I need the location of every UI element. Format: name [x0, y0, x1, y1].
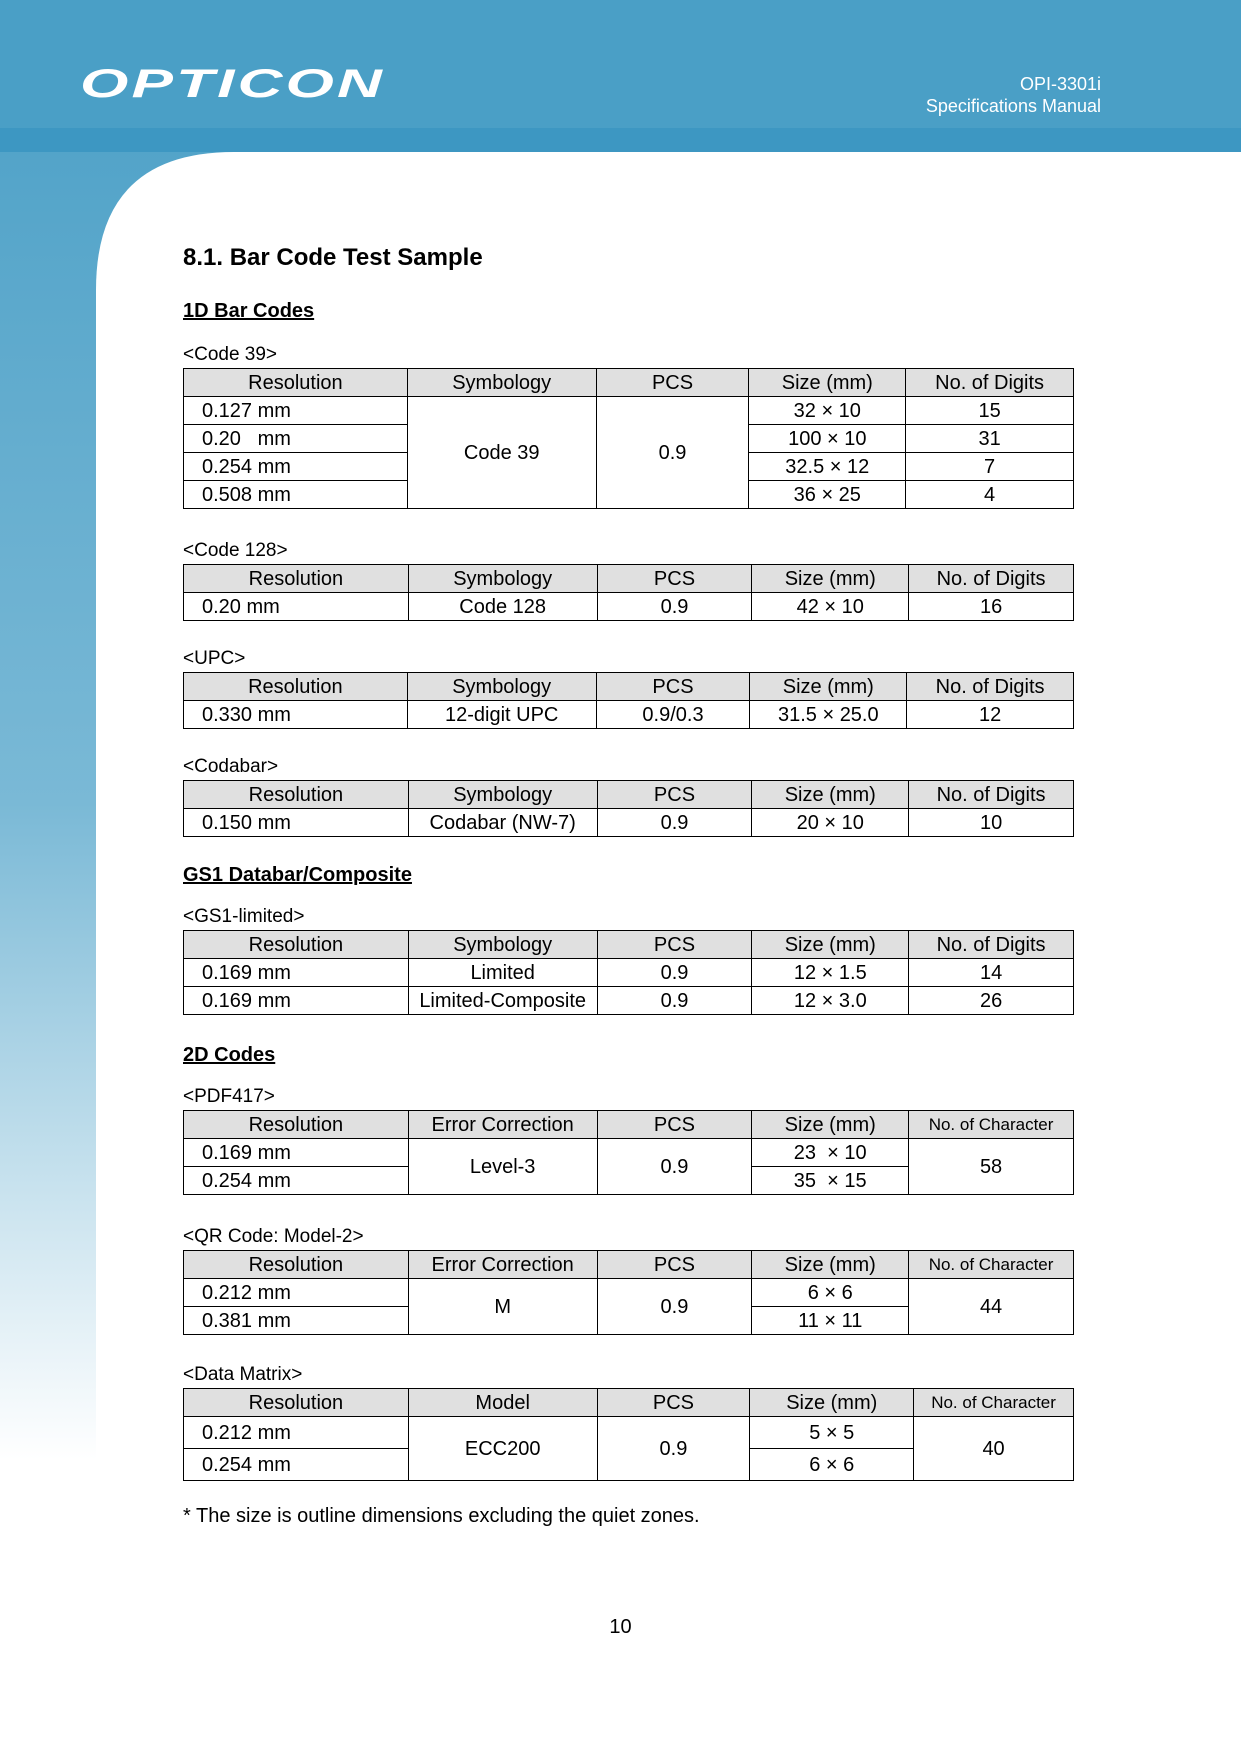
header-row — [184, 1389, 1074, 1417]
table-gs1-limited — [183, 930, 1074, 1015]
col-header: Size (mm) — [749, 369, 906, 397]
subhead-2d: 2D Codes — [183, 1044, 276, 1066]
col-header: PCS — [597, 1111, 752, 1139]
col-header: Size (mm) — [752, 1111, 909, 1139]
table-qr — [183, 1250, 1074, 1335]
cell-pcs: 0.9 — [597, 593, 752, 621]
cell-resolution: 0.169 mm — [184, 1139, 409, 1167]
col-header: Resolution — [184, 781, 409, 809]
caption-gs1-limited: <GS1-limited> — [183, 906, 305, 927]
cell-size: 20 × 10 — [752, 809, 909, 837]
header-row — [184, 369, 1074, 397]
cell-symbology: Code 39 — [407, 397, 596, 509]
cell-resolution: 0.254 mm — [184, 1449, 409, 1481]
doc-title: Specifications Manual — [925, 96, 1101, 116]
cell-size: 12 × 3.0 — [752, 987, 909, 1015]
cell-symbology: 12-digit UPC — [407, 701, 596, 729]
table-row — [184, 1279, 1074, 1307]
cell-pcs: 0.9 — [597, 809, 752, 837]
table-pdf417 — [183, 1110, 1074, 1195]
cell-resolution: 0.169 mm — [184, 959, 409, 987]
cell-pcs: 0.9 — [596, 397, 749, 509]
table-code39 — [183, 368, 1074, 509]
cell-resolution: 0.169 mm — [184, 987, 409, 1015]
col-header: Size (mm) — [750, 673, 907, 701]
col-header: Size (mm) — [752, 781, 909, 809]
cell-size: 23 × 10 — [752, 1139, 909, 1167]
header-row — [184, 1111, 1074, 1139]
section-title: 8.1. Bar Code Test Sample — [183, 244, 483, 271]
cell-digits: 10 — [909, 809, 1074, 837]
cell-size: 31.5 × 25.0 — [750, 701, 907, 729]
document-meta — [926, 73, 1101, 117]
cell-digits: 26 — [909, 987, 1074, 1015]
cell-pcs: 0.9 — [597, 987, 752, 1015]
cell-size: 6 × 6 — [752, 1279, 909, 1307]
cell-size: 32 × 10 — [749, 397, 906, 425]
cell-size: 11 × 11 — [752, 1307, 909, 1335]
col-header: Symbology — [407, 673, 596, 701]
table-row — [184, 701, 1074, 729]
table-datamatrix — [183, 1388, 1074, 1481]
cell-size: 100 × 10 — [749, 425, 906, 453]
doc-id: OPI-3301i — [1019, 74, 1101, 94]
col-header: Model — [408, 1389, 597, 1417]
cell-pcs: 0.9 — [597, 1139, 752, 1195]
cell-pcs: 0.9 — [597, 1417, 750, 1481]
col-header: Resolution — [184, 1251, 409, 1279]
header-row — [184, 781, 1074, 809]
cell-resolution: 0.254 mm — [184, 1167, 409, 1195]
cell-characters: 44 — [909, 1279, 1074, 1335]
header-row — [184, 565, 1074, 593]
col-header: Error Correction — [408, 1251, 597, 1279]
table-row — [184, 809, 1074, 837]
col-header: PCS — [597, 1389, 750, 1417]
col-header: Size (mm) — [752, 1251, 909, 1279]
cell-size: 42 × 10 — [752, 593, 909, 621]
cell-resolution: 0.508 mm — [184, 481, 408, 509]
subhead-gs1: GS1 Databar/Composite — [183, 864, 412, 886]
col-header: No. of Digits — [909, 781, 1074, 809]
cell-resolution: 0.212 mm — [184, 1279, 409, 1307]
cell-pcs: 0.9 — [597, 959, 752, 987]
col-header: PCS — [597, 781, 752, 809]
cell-model: ECC200 — [408, 1417, 597, 1481]
table-row — [184, 1139, 1074, 1167]
cell-characters: 40 — [914, 1417, 1074, 1481]
col-header: Resolution — [184, 931, 409, 959]
col-header: Resolution — [184, 1389, 409, 1417]
col-header: Error Correction — [408, 1111, 597, 1139]
col-header: No. of Digits — [909, 565, 1074, 593]
cell-size: 12 × 1.5 — [752, 959, 909, 987]
cell-error-correction: M — [408, 1279, 597, 1335]
col-header: Size (mm) — [752, 931, 909, 959]
cell-error-correction: Level-3 — [408, 1139, 597, 1195]
col-header: PCS — [597, 931, 752, 959]
col-header: No. of Digits — [907, 673, 1074, 701]
cell-symbology: Limited-Composite — [408, 987, 597, 1015]
caption-upc: <UPC> — [183, 648, 246, 669]
table-row — [184, 987, 1074, 1015]
col-header: PCS — [597, 565, 752, 593]
col-header: Symbology — [407, 369, 596, 397]
col-header: Size (mm) — [752, 565, 909, 593]
cell-digits: 31 — [906, 425, 1074, 453]
header-row — [184, 1251, 1074, 1279]
col-header: No. of Digits — [906, 369, 1074, 397]
cell-digits: 7 — [906, 453, 1074, 481]
cell-resolution: 0.254 mm — [184, 453, 408, 481]
caption-code39: <Code 39> — [183, 344, 278, 365]
table-codabar — [183, 780, 1074, 837]
cell-digits: 15 — [906, 397, 1074, 425]
cell-resolution: 0.150 mm — [184, 809, 409, 837]
table-upc — [183, 672, 1074, 729]
caption-code128: <Code 128> — [183, 540, 288, 561]
caption-datamatrix: <Data Matrix> — [183, 1364, 303, 1385]
cell-digits: 12 — [907, 701, 1074, 729]
cell-digits: 14 — [909, 959, 1074, 987]
subhead-1d: 1D Bar Codes — [183, 300, 315, 322]
cell-size: 5 × 5 — [750, 1417, 914, 1449]
col-header: Resolution — [184, 565, 409, 593]
footnote: * The size is outline dimensions excluding the quiet zones. — [183, 1505, 700, 1527]
caption-qr: <QR Code: Model-2> — [183, 1226, 364, 1247]
cell-symbology: Code 128 — [408, 593, 597, 621]
cell-resolution: 0.127 mm — [184, 397, 408, 425]
cell-resolution: 0.381 mm — [184, 1307, 409, 1335]
cell-symbology: Codabar (NW-7) — [408, 809, 597, 837]
cell-resolution: 0.212 mm — [184, 1417, 409, 1449]
cell-pcs: 0.9/0.3 — [596, 701, 750, 729]
brand-wordmark: OPTICON — [80, 64, 385, 104]
cell-characters: 58 — [909, 1139, 1074, 1195]
col-header: No. of Character — [914, 1389, 1074, 1417]
cell-resolution: 0.330 mm — [184, 701, 408, 729]
header-row — [184, 931, 1074, 959]
page-number: 10 — [609, 1616, 632, 1638]
table-code128 — [183, 564, 1074, 621]
cell-resolution: 0.20 mm — [184, 593, 409, 621]
table-row — [184, 397, 1074, 425]
col-header: No. of Digits — [909, 931, 1074, 959]
col-header: PCS — [596, 369, 749, 397]
cell-digits: 4 — [906, 481, 1074, 509]
col-header: No. of Character — [909, 1111, 1074, 1139]
cell-size: 35 × 15 — [752, 1167, 909, 1195]
caption-pdf417: <PDF417> — [183, 1086, 275, 1107]
table-row — [184, 593, 1074, 621]
col-header: Symbology — [408, 565, 597, 593]
cell-pcs: 0.9 — [597, 1279, 752, 1335]
col-header: Size (mm) — [750, 1389, 914, 1417]
cell-size: 36 × 25 — [749, 481, 906, 509]
col-header: Symbology — [408, 931, 597, 959]
table-row — [184, 959, 1074, 987]
col-header: Symbology — [408, 781, 597, 809]
cell-digits: 16 — [909, 593, 1074, 621]
caption-codabar: <Codabar> — [183, 756, 279, 777]
cell-resolution: 0.20 mm — [184, 425, 408, 453]
table-row — [184, 1417, 1074, 1449]
cell-symbology: Limited — [408, 959, 597, 987]
col-header: Resolution — [184, 673, 408, 701]
col-header: Resolution — [184, 369, 408, 397]
col-header: PCS — [596, 673, 750, 701]
opticon-logo — [80, 64, 390, 104]
col-header: No. of Character — [909, 1251, 1074, 1279]
cell-size: 6 × 6 — [750, 1449, 914, 1481]
header-row — [184, 673, 1074, 701]
col-header: Resolution — [184, 1111, 409, 1139]
col-header: PCS — [597, 1251, 752, 1279]
cell-size: 32.5 × 12 — [749, 453, 906, 481]
